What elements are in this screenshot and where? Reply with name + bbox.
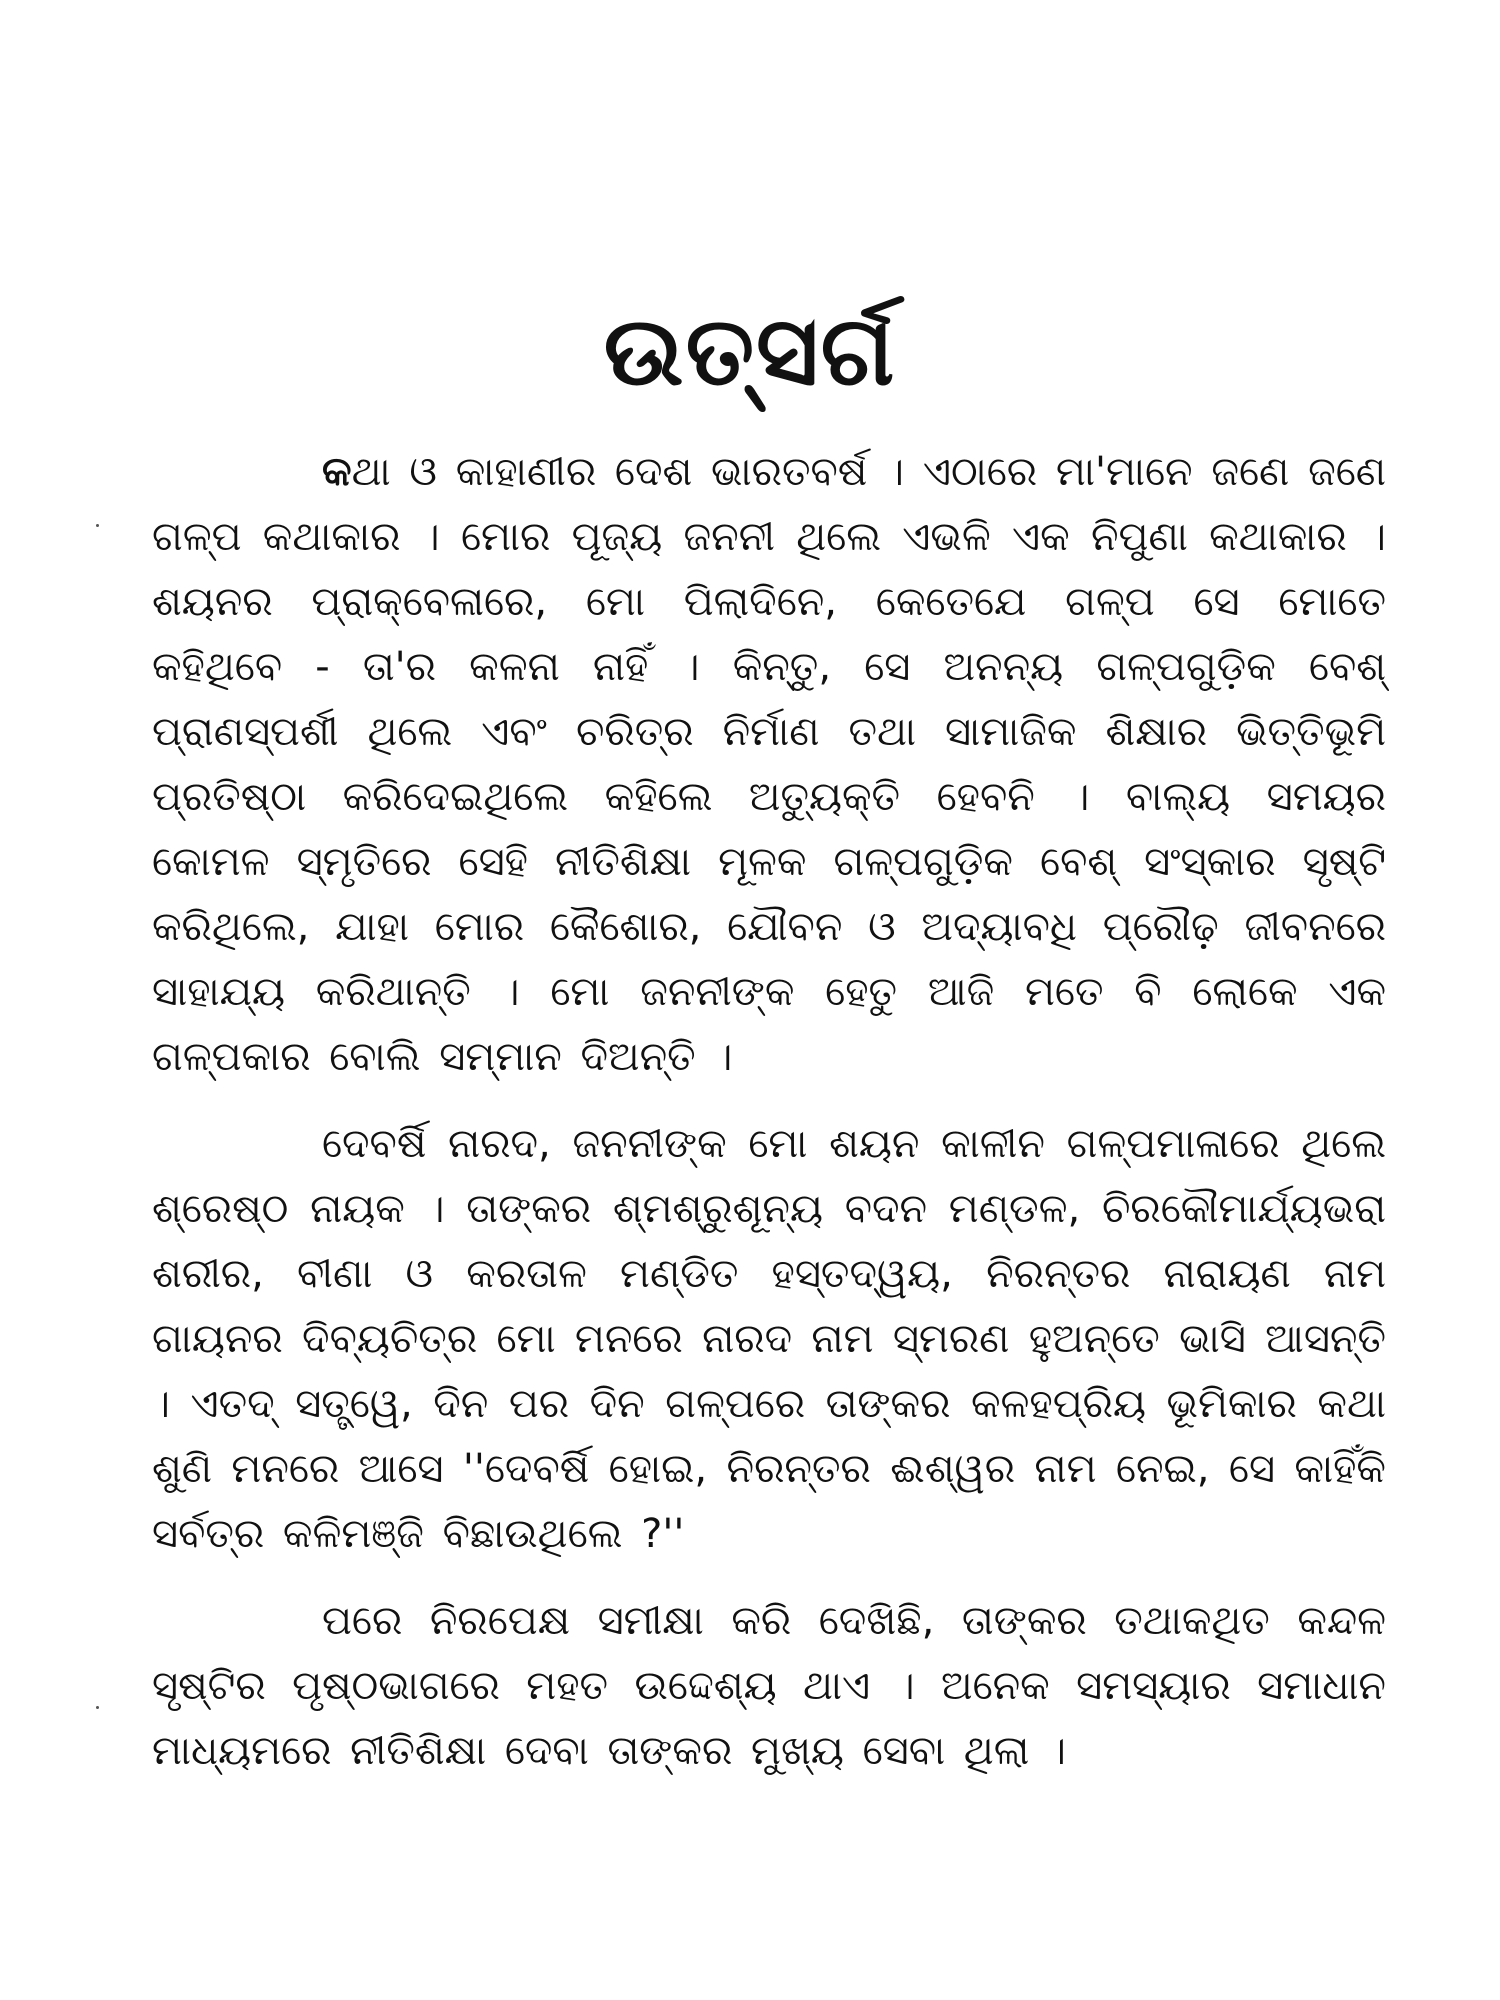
paragraph [152, 1589, 1386, 1784]
paragraph-lead-letter: କ [322, 449, 352, 495]
scan-speck [96, 1706, 99, 1709]
scan-speck [96, 524, 99, 527]
paragraph-text: ଦେବର୍ଷି ନାରଦ, ଜନନୀଙ୍କ ମୋ ଶୟନ କାଳୀନ ଗଳ୍ପମାଳାରେ ଥିଲେ ଶ୍ରେଷ୍ଠ ନାୟକ । ତାଙ୍କର ଶ୍ମଶ୍ରୁଶୂନ୍ୟ ବଦନ ମଣ୍ଡଳ, ଚିରକୌମାର୍ଯ୍ୟଭରା ଶରୀର, ବୀଣା ଓ କରତାଳ ମଣ୍ଡିତ ହସ୍ତଦ୍ୱୟ, ନିରନ୍ତର ନାରାୟଣ ନାମ ଗାୟନର ଦିବ୍ୟଚିତ୍ର ମୋ ମନରେ ନାରଦ ନାମ ସ୍ମରଣ ହୁଅନ୍ତେ ଭାସି ଆସନ୍ତି । ଏତଦ୍ ସତ୍ତ୍ୱେ, ଦିନ ପର ଦିନ ଗଳ୍ପରେ ତାଙ୍କର କଳହପ୍ରିୟ ଭୂମିକାର କଥା ଶୁଣି ମନରେ ଆସେ ''ଦେବର୍ଷି ହୋଇ, ନିରନ୍ତର ଈଶ୍ୱର ନାମ ନେଇ, ସେ କାହିଁକି ସର୍ବତ୍ର କଳିମଞ୍ଜି ବିଛାଉଥିଲେ ?'' [152, 1121, 1386, 1557]
paragraph [152, 440, 1386, 1090]
page-title: ଉତ୍ସର୍ଗ [603, 295, 897, 408]
paragraph-text: ଥା ଓ କାହାଣୀର ଦେଶ ଭାରତବର୍ଷ । ଏଠାରେ ମା'ମାନେ ଜଣେ ଜଣେ ଗଳ୍ପ କଥାକାର । ମୋର ପୂଜ୍ୟ ଜନନୀ ଥିଲେ ଏଭଳି ଏକ ନିପୁଣା କଥାକାର । ଶୟନର ପ୍ରାକ୍‌ବେଳାରେ, ମୋ ପିଲାଦିନେ, କେତେଯେ ଗଳ୍ପ ସେ ମୋତେ କହିଥିବେ - ତା'ର କଳନା ନାହିଁ । କିନ୍ତୁ, ସେ ଅନନ୍ୟ ଗଳ୍ପଗୁଡ଼ିକ ବେଶ୍ ପ୍ରାଣସ୍ପର୍ଶୀ ଥିଲେ ଏବଂ ଚରିତ୍ର ନିର୍ମାଣ ତଥା ସାମାଜିକ ଶିକ୍ଷାର ଭିତ୍ତିଭୂମି ପ୍ରତିଷ୍ଠା କରିଦେଇଥିଲେ କହିଲେ ଅତ୍ୟୁକ୍ତି ହେବନି । ବାଲ୍ୟ ସମୟର କୋମଳ ସ୍ମୃତିରେ ସେହି ନୀତିଶିକ୍ଷା ମୂଳକ ଗଳ୍ପଗୁଡ଼ିକ ବେଶ୍ ସଂସ୍କାର ସୃଷ୍ଟି କରିଥିଲେ, ଯାହା ମୋର କୈଶୋର, ଯୌବନ ଓ ଅଦ୍ୟାବଧି ପ୍ରୌଢ଼ ଜୀବନରେ ସାହାଯ୍ୟ କରିଥାନ୍ତି । ମୋ ଜନନୀଙ୍କ ହେତୁ ଆଜି ମତେ ବି ଲୋକେ ଏକ ଗଳ୍ପକାର ବୋଲି ସମ୍ମାନ ଦିଅନ୍ତି । [152, 449, 1386, 1080]
paragraph [152, 1112, 1386, 1567]
paragraph-text: ପରେ ନିରପେକ୍ଷ ସମୀକ୍ଷା କରି ଦେଖିଛି, ତାଙ୍କର ତଥାକଥିତ କନ୍ଦଳ ସୃଷ୍ଟିର ପୃଷ୍ଠଭାଗରେ ମହତ ଉଦ୍ଦେଶ୍ୟ ଥାଏ । ଅନେକ ସମସ୍ୟାର ସମାଧାନ ମାଧ୍ୟମରେ ନୀତିଶିକ୍ଷା ଦେବା ତାଙ୍କର ମୁଖ୍ୟ ସେବା ଥିଲା । [152, 1598, 1386, 1774]
body-text [152, 440, 1386, 1784]
